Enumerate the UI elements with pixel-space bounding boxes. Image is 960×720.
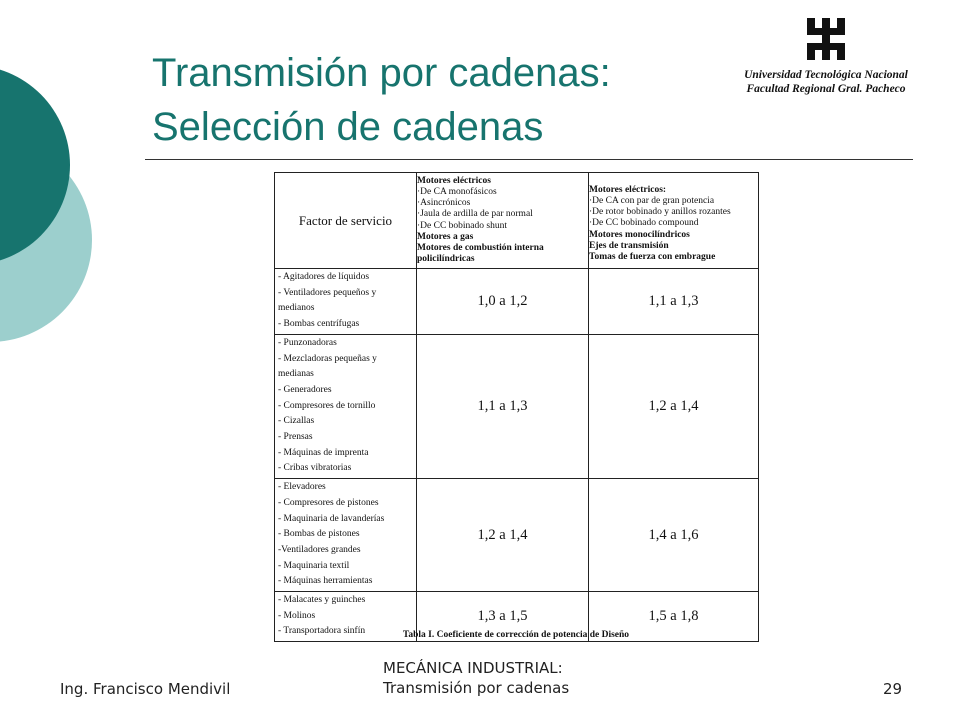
- application-item: - Transportadora sinfín: [278, 626, 366, 637]
- factor-value-group-2: 1,4 a 1,6: [589, 479, 759, 592]
- header-line: Motores monocilíndricos: [589, 229, 690, 240]
- header-line: ·De CA con par de gran potencia: [589, 195, 715, 206]
- service-factor-table-image: [272, 168, 760, 644]
- logo-text: [736, 68, 916, 96]
- application-item: - Maquinaria textil: [278, 560, 350, 571]
- decorative-circles: [0, 0, 120, 400]
- application-item: - Punzonadoras: [278, 337, 337, 348]
- header-service-factor: Factor de servicio: [275, 173, 417, 269]
- application-item: - Máquinas herramientas: [278, 576, 373, 587]
- logo-university-name: Universidad Tecnológica Nacional: [744, 69, 908, 81]
- header-motor-group-1: [417, 173, 589, 269]
- applications-cell: [275, 269, 417, 335]
- factor-value-group-2: 1,2 a 1,4: [589, 334, 759, 478]
- header-line: Motores a gas: [417, 231, 474, 242]
- application-item: -Ventiladores grandes: [278, 544, 361, 555]
- application-item: - Ventiladores pequeños y: [278, 287, 377, 298]
- service-factor-table: [274, 172, 759, 642]
- header-line: ·Asincrónicos: [417, 198, 471, 209]
- application-item: - Maquinaria de lavanderías: [278, 513, 385, 524]
- application-item: - Molinos: [278, 610, 316, 621]
- footer-course-line2: Transmisión por cadenas: [383, 679, 570, 697]
- footer-course: [383, 658, 603, 698]
- application-item: medianos: [278, 303, 315, 314]
- header-line: ·De CA monofásicos: [417, 186, 497, 197]
- header-line: Tomas de fuerza con embrague: [589, 252, 716, 262]
- header-line: Motores de combustión interna policilíndricas: [417, 242, 544, 265]
- table-row: [275, 479, 759, 592]
- factor-value-group-1: 1,1 a 1,3: [417, 334, 589, 478]
- application-item: - Mezcladoras pequeñas y: [278, 353, 377, 364]
- application-item: - Generadores: [278, 384, 332, 395]
- application-item: - Bombas centrífugas: [278, 319, 360, 330]
- application-item: - Malacates y guinches: [278, 595, 366, 606]
- table-row: [275, 334, 759, 478]
- factor-value-group-2: 1,5 a 1,8: [589, 592, 759, 642]
- header-line: Motores eléctricos: [417, 175, 491, 186]
- footer-course-line1: MECÁNICA INDUSTRIAL:: [383, 659, 563, 677]
- logo-faculty-name: Facultad Regional Gral. Pacheco: [746, 83, 906, 95]
- application-item: - Elevadores: [278, 482, 326, 493]
- header-line: ·De rotor bobinado y anillos rozantes: [589, 207, 731, 218]
- slide-title-line2: Selección de cadenas: [152, 105, 544, 149]
- application-item: - Compresores de pistones: [278, 497, 379, 508]
- header-line: Motores eléctricos:: [589, 184, 667, 195]
- title-divider: [145, 159, 913, 160]
- application-item: medianas: [278, 369, 314, 380]
- factor-value-group-1: 1,3 a 1,5: [417, 592, 589, 642]
- slide-title-line1: Transmisión por cadenas:: [152, 51, 611, 95]
- applications-cell: [275, 479, 417, 592]
- table-row: [275, 269, 759, 335]
- footer-page-number: 29: [883, 680, 903, 698]
- applications-cell: [275, 334, 417, 478]
- header-line: ·Jaula de ardilla de par normal: [417, 209, 533, 220]
- university-logo: [736, 16, 916, 100]
- utn-logo-icon: [806, 16, 846, 62]
- header-line: Ejes de transmisión: [589, 240, 669, 251]
- header-motor-group-2: [589, 173, 759, 269]
- application-item: - Prensas: [278, 432, 313, 443]
- header-line: ·De CC bobinado compound: [589, 218, 699, 229]
- factor-value-group-2: 1,1 a 1,3: [589, 269, 759, 335]
- application-item: - Cribas vibratorias: [278, 463, 352, 474]
- table-caption: Tabla I. Coeficiente de corrección de potencia de Diseño: [402, 630, 630, 640]
- footer-author: Ing. Francisco Mendivil: [60, 680, 231, 698]
- table-header-row: [275, 173, 759, 269]
- slide-title: [152, 46, 611, 154]
- factor-value-group-1: 1,0 a 1,2: [417, 269, 589, 335]
- application-item: - Cizallas: [278, 416, 315, 427]
- header-line: ·De CC bobinado shunt: [417, 220, 507, 231]
- factor-value-group-1: 1,2 a 1,4: [417, 479, 589, 592]
- application-item: - Máquinas de imprenta: [278, 447, 369, 458]
- application-item: - Bombas de pistones: [278, 529, 360, 540]
- application-item: - Compresores de tornillo: [278, 400, 376, 411]
- application-item: - Agitadores de líquidos: [278, 272, 370, 282]
